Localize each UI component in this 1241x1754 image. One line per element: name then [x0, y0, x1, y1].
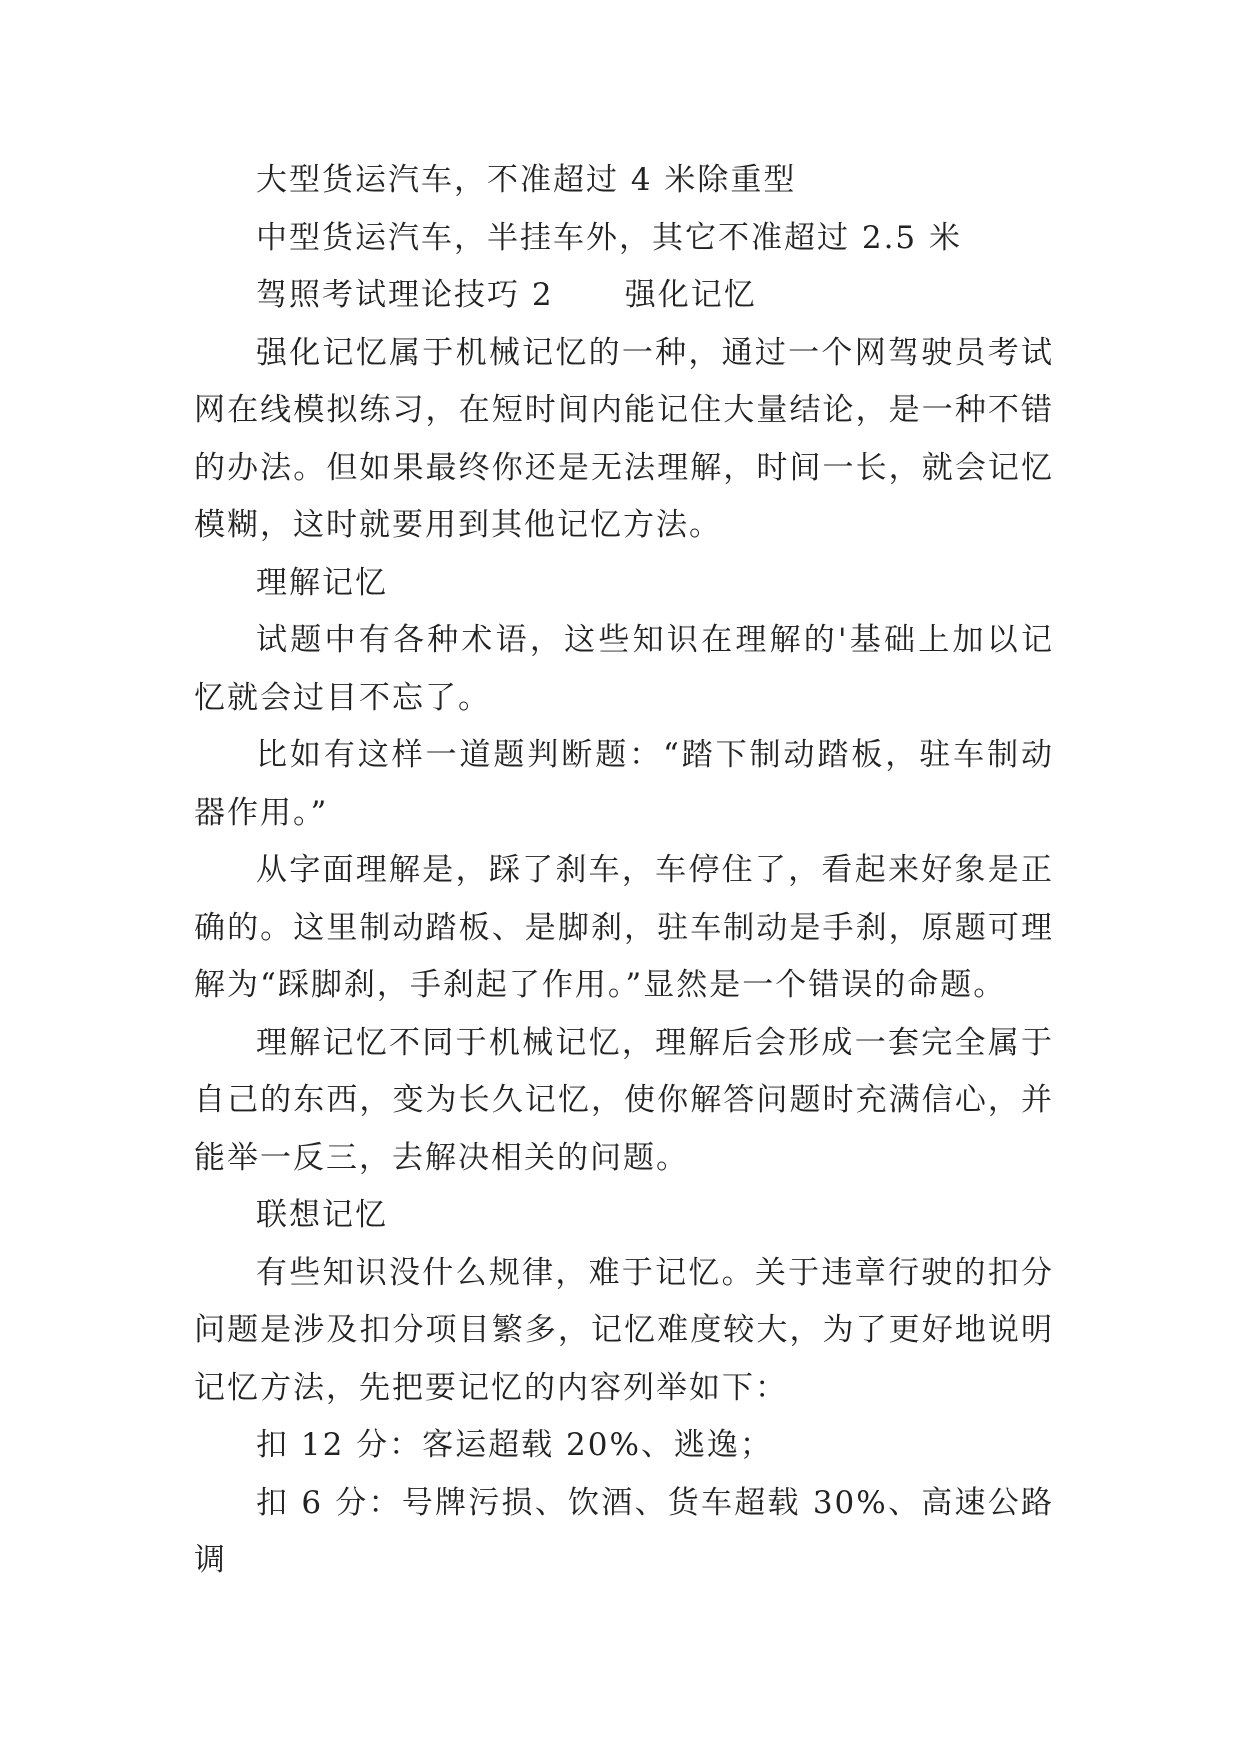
paragraph: 试题中有各种术语，这些知识在理解的'基础上加以记忆就会过目不忘了。 [194, 622, 1054, 716]
paragraph: 有些知识没什么规律，难于记忆。关于违章行驶的扣分问题是涉及扣分项目繁多，记忆难度较大，为了更好地说明记忆方法，先把要记忆的内容列举如下： [194, 1254, 1054, 1406]
paragraph: 强化记忆属于机械记忆的一种，通过一个网驾驶员考试网在线模拟练习，在短时间内能记住大量结论，是一种不错的办法。但如果最终你还是无法理解，时间一长，就会记忆模糊，这时就要用到其他记忆方法。 [194, 334, 1054, 543]
list-item: 扣 6 分：号牌污损、饮酒、货车超载 30%、高速公路调 [194, 1484, 1054, 1578]
paragraph: 大型货运汽车，不准超过 4 米除重型 [256, 162, 797, 198]
paragraph: 比如有这样一道题判断题：“踏下制动踏板，驻车制动器作用。” [194, 737, 1054, 831]
section-heading: 驾照考试理论技巧 2 强化记忆 [256, 277, 757, 313]
paragraph: 从字面理解是，踩了刹车，车停住了，看起来好象是正确的。这里制动踏板、是脚刹，驻车制动是手刹，原题可理解为“踩脚刹，手刹起了作用。”显然是一个错误的命题。 [194, 852, 1054, 1003]
document-body [194, 152, 1054, 1590]
section-heading: 理解记忆 [256, 564, 388, 601]
paragraph: 理解记忆不同于机械记忆，理解后会形成一套完全属于自己的东西，变为长久记忆，使你解答问题时充满信心，并能举一反三，去解决相关的问题。 [194, 1024, 1054, 1176]
paragraph: 中型货运汽车，半挂车外，其它不准超过 2.5 米 [256, 219, 963, 256]
list-item: 扣 12 分：客运超载 20%、逃逸； [256, 1427, 773, 1463]
section-heading: 联想记忆 [256, 1197, 388, 1233]
